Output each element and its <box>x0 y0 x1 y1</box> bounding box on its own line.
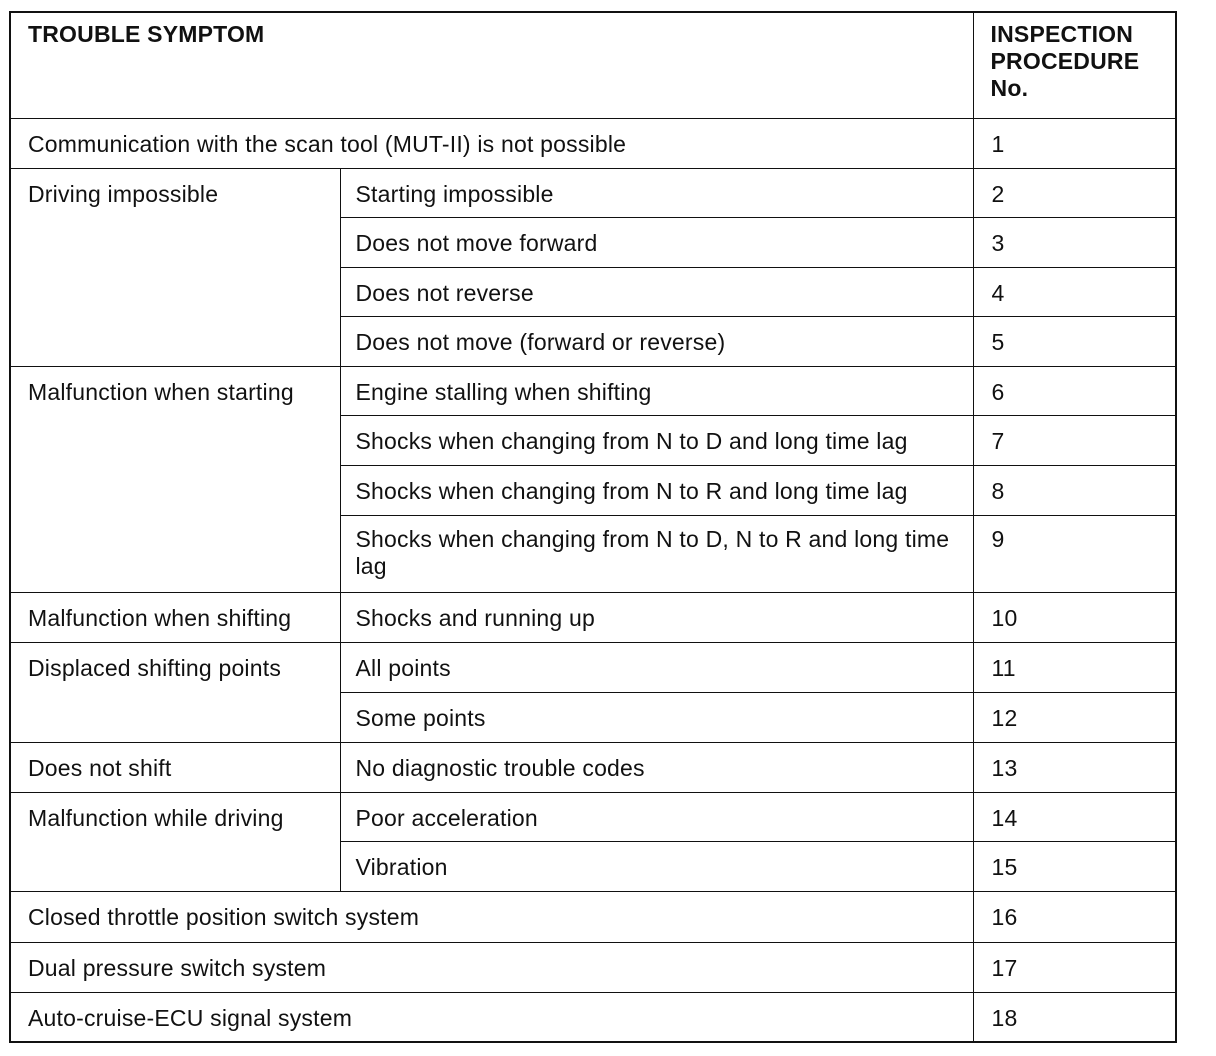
sub-symptom-cell: Does not move (forward or reverse) <box>340 316 973 366</box>
symptom-group-cell: Malfunction while driving <box>10 792 340 891</box>
table-row <box>10 592 1176 642</box>
procedure-number: 1 <box>973 118 1176 168</box>
symptom-cell: Dual pressure switch system <box>10 942 973 992</box>
sub-symptom-cell: Shocks when changing from N to R and long time lag <box>340 465 973 515</box>
procedure-number: 8 <box>973 465 1176 515</box>
symptom-group-cell: Malfunction when starting <box>10 366 340 592</box>
header-procedure-line3: No. <box>990 75 1029 101</box>
sub-symptom-cell: Shocks when changing from N to D and long time lag <box>340 415 973 465</box>
procedure-number: 11 <box>973 642 1176 692</box>
sub-symptom-cell: All points <box>340 642 973 692</box>
table-row <box>10 992 1176 1042</box>
sub-symptom-cell: Engine stalling when shifting <box>340 366 973 415</box>
sub-symptom-cell: Shocks when changing from N to D, N to R and long time lag <box>340 515 973 592</box>
procedure-number: 16 <box>973 891 1176 942</box>
procedure-number: 10 <box>973 592 1176 642</box>
table-row <box>10 792 1176 841</box>
symptom-group-cell: Malfunction when shifting <box>10 592 340 642</box>
sub-symptom-cell: Starting impossible <box>340 168 973 217</box>
header-procedure-line2: PROCEDURE <box>990 48 1140 74</box>
symptom-group-cell: Does not shift <box>10 742 340 792</box>
table-header-row <box>10 12 1176 118</box>
procedure-number: 12 <box>973 692 1176 742</box>
trouble-symptom-table <box>9 11 1177 1043</box>
header-procedure-line1: INSPECTION <box>990 21 1134 47</box>
sub-symptom-cell: Does not move forward <box>340 217 973 267</box>
symptom-cell: Closed throttle position switch system <box>10 891 973 942</box>
table-row <box>10 891 1176 942</box>
procedure-number: 18 <box>973 992 1176 1042</box>
table-row <box>10 366 1176 415</box>
procedure-number: 15 <box>973 841 1176 891</box>
sub-symptom-cell: Poor acceleration <box>340 792 973 841</box>
sub-symptom-cell: No diagnostic trouble codes <box>340 742 973 792</box>
sub-symptom-cell: Vibration <box>340 841 973 891</box>
procedure-number: 14 <box>973 792 1176 841</box>
procedure-number: 2 <box>973 168 1176 217</box>
sub-symptom-cell: Does not reverse <box>340 267 973 316</box>
procedure-number: 5 <box>973 316 1176 366</box>
procedure-number: 7 <box>973 415 1176 465</box>
table-row <box>10 742 1176 792</box>
procedure-number: 4 <box>973 267 1176 316</box>
procedure-number: 6 <box>973 366 1176 415</box>
header-inspection-procedure <box>973 12 1176 118</box>
sub-symptom-cell: Shocks and running up <box>340 592 973 642</box>
procedure-number: 17 <box>973 942 1176 992</box>
symptom-group-cell: Driving impossible <box>10 168 340 366</box>
table-row <box>10 118 1176 168</box>
procedure-number: 13 <box>973 742 1176 792</box>
table-row <box>10 168 1176 217</box>
sub-symptom-cell: Some points <box>340 692 973 742</box>
symptom-cell: Auto-cruise-ECU signal system <box>10 992 973 1042</box>
symptom-cell: Communication with the scan tool (MUT-II) is not possible <box>10 118 973 168</box>
symptom-group-cell: Displaced shifting points <box>10 642 340 742</box>
procedure-number: 9 <box>973 515 1176 592</box>
procedure-number: 3 <box>973 217 1176 267</box>
table-row <box>10 942 1176 992</box>
table-row <box>10 642 1176 692</box>
header-trouble-symptom: TROUBLE SYMPTOM <box>10 12 973 118</box>
